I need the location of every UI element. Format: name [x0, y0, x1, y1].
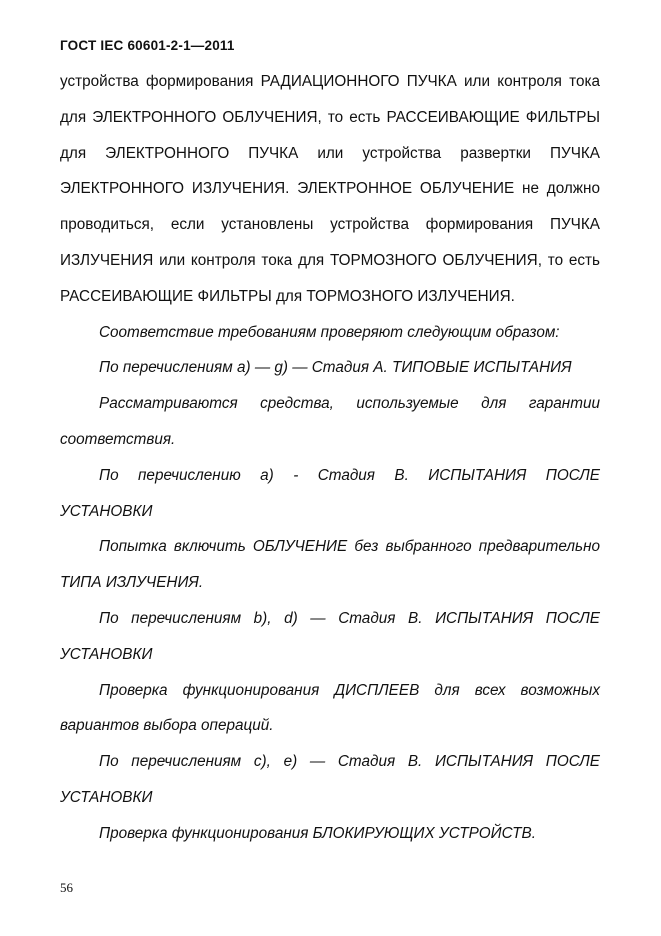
document-body — [60, 68, 600, 856]
text-line: устройства формирования РАДИАЦИОННОГО ПУЧКА или контроля тока — [60, 73, 600, 90]
text-line: По перечислениям а) — g) — Стадия А. ТИПОВЫЕ ИСПЫТАНИЯ — [99, 359, 572, 377]
page-number: 56 — [60, 880, 73, 895]
text-line: РАССЕИВАЮЩИЕ ФИЛЬТРЫ для ТОРМОЗНОГО ИЗЛУЧЕНИЯ. — [60, 287, 515, 305]
text-line: ЭЛЕКТРОННОГО ИЗЛУЧЕНИЯ. ЭЛЕКТРОННОЕ ОБЛУЧЕНИЕ не должно — [60, 180, 600, 198]
text-line: ИЗЛУЧЕНИЯ или контроля тока для ТОРМОЗНОГО ОБЛУЧЕНИЯ, то есть — [60, 251, 600, 269]
text-line: По перечислениям с), е) — Стадия В. ИСПЫТАНИЯ ПОСЛЕ — [99, 753, 600, 771]
text-line: проводиться, если установлены устройства формирования ПУЧКА — [60, 216, 600, 234]
text-line: Проверка функционирования БЛОКИРУЮЩИХ УСТРОЙСТВ. — [99, 824, 536, 842]
text-line: для ЭЛЕКТРОННОГО ОБЛУЧЕНИЯ, то есть РАССЕИВАЮЩИЕ ФИЛЬТРЫ — [60, 108, 600, 126]
text-line: соответствия. — [60, 430, 176, 448]
text-line: Проверка функционирования ДИСПЛЕЕВ для всех возможных — [99, 681, 600, 699]
text-line: УСТАНОВКИ — [60, 502, 153, 520]
document-header: ГОСТ IEC 60601-2-1—2011 — [60, 38, 235, 53]
text-line: Рассматриваются средства, используемые для гарантии — [99, 395, 600, 413]
text-line: УСТАНОВКИ — [60, 788, 153, 806]
text-line: По перечислениям b), d) — Стадия В. ИСПЫТАНИЯ ПОСЛЕ — [99, 609, 600, 627]
text-line: для ЭЛЕКТРОННОГО ПУЧКА или устройства развертки ПУЧКА — [60, 144, 600, 162]
text-line: По перечислению а) - Стадия В. ИСПЫТАНИЯ ПОСЛЕ — [99, 466, 600, 484]
text-line: Соответствие требованиям проверяют следующим образом: — [99, 323, 560, 341]
text-line: ТИПА ИЗЛУЧЕНИЯ. — [60, 574, 204, 592]
text-line: УСТАНОВКИ — [60, 645, 153, 663]
text-line: Попытка включить ОБЛУЧЕНИЕ без выбранного предварительно — [99, 538, 600, 556]
text-line: вариантов выбора операций. — [60, 717, 274, 735]
